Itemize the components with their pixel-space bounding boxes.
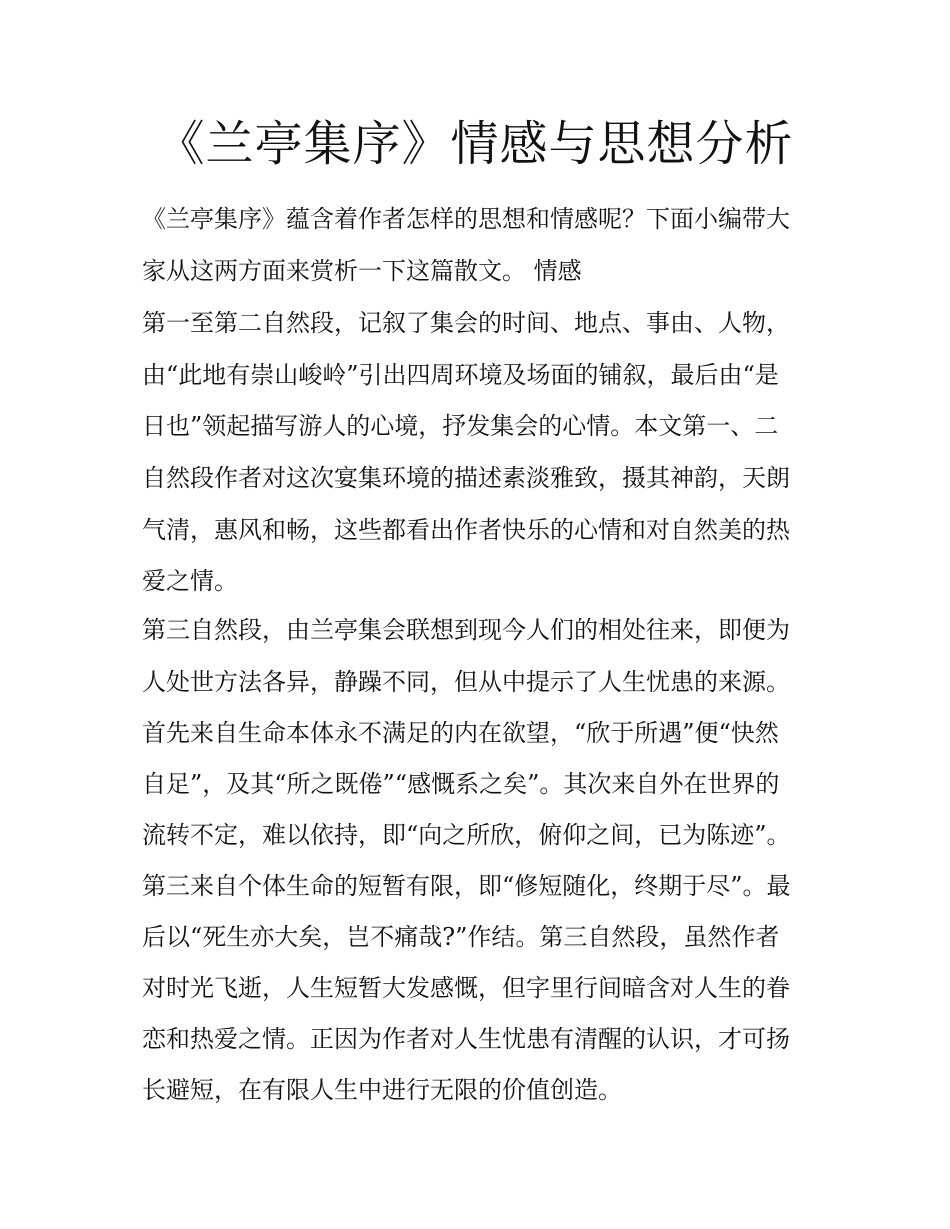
text-line: 《兰亭集序》蕴含着作者怎样的思想和情感呢？下面小编带大	[142, 205, 790, 233]
text-line: 家从这两方面来赏析一下这篇散文。 情感	[142, 257, 582, 285]
text-line: 第三来自个体生命的短暂有限，即“修短随化，终期于尽”。最	[142, 872, 791, 900]
text-line: 自足”，及其“所之既倦”“感慨系之矣”。其次来自外在世界的	[142, 770, 780, 798]
text-line: 后以“死生亦大矣，岂不痛哉?”作结。第三自然段，虽然作者	[142, 923, 780, 951]
text-line: 流转不定，难以依持，即“向之所欣，俯仰之间，已为陈迹”。	[142, 821, 791, 849]
text-line: 由“此地有崇山峻岭”引出四周环境及场面的铺叙，最后由“是	[142, 361, 779, 389]
text-line: 第一至第二自然段，记叙了集会的时间、地点、事由、人物，	[142, 309, 790, 337]
text-line: 气清，惠风和畅，这些都看出作者快乐的心情和对自然美的热	[142, 516, 790, 544]
text-line: 自然段作者对这次宴集环境的描述素淡雅致，摄其神韵，天朗	[142, 464, 790, 492]
text-line: 对时光飞逝，人生短暂大发感慨，但字里行间暗含对人生的眷	[142, 974, 790, 1002]
text-line: 长避短，在有限人生中进行无限的价值创造。	[142, 1076, 622, 1104]
page-title: 《兰亭集序》情感与思想分析	[156, 116, 794, 172]
text-line: 人处世方法各异，静躁不同，但从中提示了人生忧患的来源。	[142, 668, 790, 696]
text-line: 首先来自生命本体永不满足的内在欲望，“欣于所遇”便“快然	[142, 719, 779, 747]
text-line: 爱之情。	[142, 567, 238, 595]
text-line: 第三自然段，由兰亭集会联想到现今人们的相处往来，即便为	[142, 616, 790, 644]
text-line: 恋和热爱之情。正因为作者对人生忧患有清醒的认识，才可扬	[142, 1025, 790, 1053]
text-line: 日也”领起描写游人的心境，抒发集会的心情。本文第一、二	[142, 412, 779, 440]
